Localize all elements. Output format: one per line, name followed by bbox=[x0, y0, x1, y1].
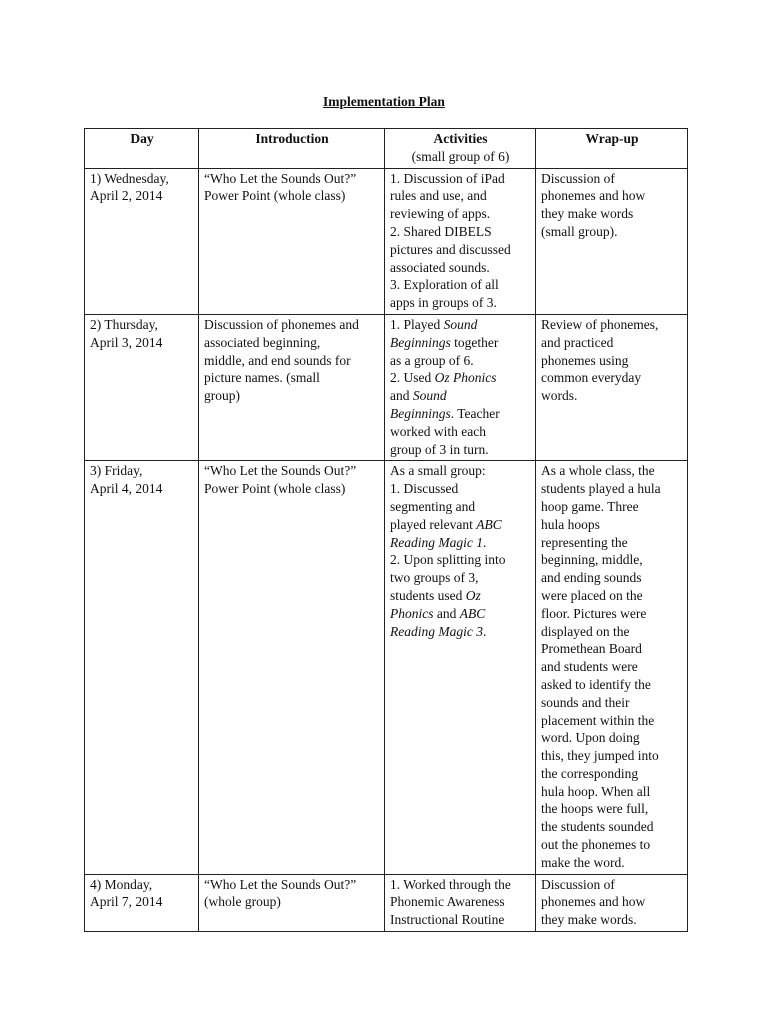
wrapup-cell-line: beginning, middle, bbox=[541, 552, 643, 568]
wrapup-cell-line: the students sounded bbox=[541, 819, 654, 835]
page-title: Implementation Plan bbox=[323, 94, 445, 109]
wrapup-cell-line: sounds and their bbox=[541, 694, 630, 710]
activity-text: 3. Exploration of all bbox=[390, 277, 499, 293]
introduction-cell-line: “Who Let the Sounds Out?” bbox=[204, 876, 357, 892]
activity-text: reviewing of apps. bbox=[390, 206, 491, 222]
app-title-text: Sound bbox=[443, 316, 478, 332]
wrapup-cell-line: asked to identify the bbox=[541, 676, 651, 692]
header-introduction: Introduction bbox=[199, 129, 385, 169]
wrapup-cell-line: floor. Pictures were bbox=[541, 605, 647, 621]
wrapup-cell-line: out the phonemes to bbox=[541, 837, 651, 853]
day-cell bbox=[85, 461, 199, 874]
introduction-cell-line: group) bbox=[204, 388, 240, 404]
activities-cell-line bbox=[390, 276, 531, 294]
introduction-cell-line: “Who Let the Sounds Out?” bbox=[204, 463, 357, 479]
wrapup-cell-line: they make words bbox=[541, 206, 634, 222]
activities-cell-line bbox=[390, 876, 531, 894]
introduction-cell-line: Discussion of phonemes and bbox=[204, 316, 359, 332]
activities-cell-line bbox=[390, 259, 531, 277]
introduction-cell bbox=[199, 314, 385, 460]
activity-text: . Teacher bbox=[450, 405, 500, 421]
day-cell-line: 3) Friday, bbox=[90, 463, 143, 479]
wrapup-cell-line: common everyday bbox=[541, 370, 642, 386]
header-activities bbox=[385, 129, 536, 169]
activities-cell-line bbox=[390, 893, 531, 911]
app-title-text: Beginnings bbox=[390, 334, 451, 350]
wrapup-cell-line: word. Upon doing bbox=[541, 730, 640, 746]
wrapup-cell-line: placement within the bbox=[541, 712, 655, 728]
wrapup-cell-line: students played a hula bbox=[541, 481, 661, 497]
wrapup-cell-line: phonemes and how bbox=[541, 188, 646, 204]
introduction-cell-line: “Who Let the Sounds Out?” bbox=[204, 170, 357, 186]
activities-cell-line bbox=[390, 369, 531, 387]
wrapup-cell-line: (small group). bbox=[541, 223, 618, 239]
wrapup-cell-line: As a whole class, the bbox=[541, 463, 655, 479]
wrapup-cell-line: and practiced bbox=[541, 334, 614, 350]
activity-text: two groups of 3, bbox=[390, 570, 479, 586]
activity-text: group of 3 in turn. bbox=[390, 441, 489, 457]
activities-cell-line bbox=[390, 352, 531, 370]
header-activities-label: Activities bbox=[433, 131, 488, 146]
wrapup-cell-line: Review of phonemes, bbox=[541, 316, 659, 332]
activity-text: 1. Played bbox=[390, 316, 444, 332]
activities-cell-line bbox=[390, 534, 531, 552]
wrapup-cell bbox=[536, 314, 688, 460]
wrapup-cell-line: the hoops were full, bbox=[541, 801, 649, 817]
introduction-cell-line: middle, and end sounds for bbox=[204, 352, 351, 368]
activity-text: played relevant bbox=[390, 516, 477, 532]
activity-text: together bbox=[450, 334, 499, 350]
day-cell-line: 2) Thursday, bbox=[90, 316, 158, 332]
wrapup-cell-line: and ending sounds bbox=[541, 570, 642, 586]
activity-text: 1. Worked through the bbox=[390, 876, 511, 892]
activity-text: 2. Shared DIBELS bbox=[390, 223, 492, 239]
wrapup-cell-line: make the word. bbox=[541, 854, 625, 870]
wrapup-cell-line: this, they jumped into bbox=[541, 748, 659, 764]
activities-cell-line bbox=[390, 911, 531, 929]
wrapup-cell-line: representing the bbox=[541, 534, 628, 550]
activities-cell-line bbox=[390, 551, 531, 569]
day-cell bbox=[85, 314, 199, 460]
activities-cell bbox=[385, 168, 536, 314]
activity-text: . bbox=[482, 534, 487, 550]
activity-text: . bbox=[482, 623, 487, 639]
activities-cell-line bbox=[390, 334, 531, 352]
activity-text: students used bbox=[390, 587, 466, 603]
wrapup-cell-line: hula hoops bbox=[541, 516, 600, 532]
wrapup-cell bbox=[536, 168, 688, 314]
wrapup-cell-line: hoop game. Three bbox=[541, 498, 639, 514]
activity-text: apps in groups of 3. bbox=[390, 295, 497, 311]
day-cell-line: 1) Wednesday, bbox=[90, 170, 169, 186]
introduction-cell-line: associated beginning, bbox=[204, 334, 321, 350]
activities-cell-line bbox=[390, 462, 531, 480]
wrapup-cell-line: Promethean Board bbox=[541, 641, 642, 657]
activity-text: pictures and discussed bbox=[390, 241, 511, 257]
activities-cell-line bbox=[390, 480, 531, 498]
table-row bbox=[85, 168, 688, 314]
activity-text: rules and use, and bbox=[390, 188, 487, 204]
table-row bbox=[85, 461, 688, 874]
wrapup-cell-line: words. bbox=[541, 388, 578, 404]
introduction-cell-line: (whole group) bbox=[204, 894, 281, 910]
app-title-text: Oz bbox=[465, 587, 481, 603]
activities-cell-line bbox=[390, 569, 531, 587]
activity-text: associated sounds. bbox=[390, 259, 490, 275]
activities-cell-line bbox=[390, 205, 531, 223]
activity-text: Phonemic Awareness bbox=[390, 894, 505, 910]
activities-cell bbox=[385, 461, 536, 874]
table-row bbox=[85, 314, 688, 460]
wrapup-cell-line: the corresponding bbox=[541, 765, 639, 781]
activities-cell bbox=[385, 314, 536, 460]
activity-text: 1. Discussion of iPad bbox=[390, 170, 505, 186]
wrapup-cell-line: phonemes and how bbox=[541, 894, 646, 910]
activities-cell-line bbox=[390, 387, 531, 405]
table-header-row bbox=[85, 129, 688, 169]
activity-text: 2. Upon splitting into bbox=[390, 552, 506, 568]
introduction-cell bbox=[199, 874, 385, 931]
introduction-cell-line: Power Point (whole class) bbox=[204, 188, 346, 204]
introduction-cell-line: Power Point (whole class) bbox=[204, 481, 346, 497]
activities-cell-line bbox=[390, 441, 531, 459]
implementation-plan-table bbox=[84, 128, 688, 932]
app-title-text: Sound bbox=[412, 388, 447, 404]
wrapup-cell-line: and students were bbox=[541, 659, 638, 675]
activities-cell-line bbox=[390, 516, 531, 534]
activity-text: As a small group: bbox=[390, 463, 486, 479]
introduction-cell bbox=[199, 168, 385, 314]
activities-cell-line bbox=[390, 605, 531, 623]
app-title-text: Phonics bbox=[390, 605, 434, 621]
activities-cell-line bbox=[390, 241, 531, 259]
activity-text: 2. Used bbox=[390, 370, 435, 386]
activity-text: worked with each bbox=[390, 423, 486, 439]
wrapup-cell bbox=[536, 874, 688, 931]
app-title-text: ABC bbox=[459, 605, 486, 621]
day-cell-line: 4) Monday, bbox=[90, 876, 153, 892]
app-title-text: Reading Magic 3 bbox=[390, 623, 483, 639]
introduction-cell bbox=[199, 461, 385, 874]
app-title-text: Reading Magic 1 bbox=[390, 534, 483, 550]
activities-cell bbox=[385, 874, 536, 931]
day-cell bbox=[85, 168, 199, 314]
activity-text: as a group of 6. bbox=[390, 352, 474, 368]
wrapup-cell-line: Discussion of bbox=[541, 170, 615, 186]
activities-cell-line bbox=[390, 423, 531, 441]
header-wrapup: Wrap-up bbox=[536, 129, 688, 169]
wrapup-cell-line: phonemes using bbox=[541, 352, 629, 368]
activities-cell-line bbox=[390, 498, 531, 516]
wrapup-cell-line: displayed on the bbox=[541, 623, 630, 639]
wrapup-cell-line: Discussion of bbox=[541, 876, 615, 892]
activity-text: and bbox=[433, 605, 460, 621]
app-title-text: Oz Phonics bbox=[434, 370, 497, 386]
day-cell-line: April 7, 2014 bbox=[90, 894, 163, 910]
activities-cell-line bbox=[390, 316, 531, 334]
wrapup-cell-line: hula hoop. When all bbox=[541, 783, 651, 799]
table-row bbox=[85, 874, 688, 931]
activities-cell-line bbox=[390, 187, 531, 205]
activity-text: segmenting and bbox=[390, 498, 476, 514]
activity-text: and bbox=[390, 388, 413, 404]
header-activities-subtitle: (small group of 6) bbox=[411, 148, 510, 164]
day-cell-line: April 4, 2014 bbox=[90, 481, 163, 497]
activity-text: 1. Discussed bbox=[390, 481, 459, 497]
activities-cell-line bbox=[390, 170, 531, 188]
introduction-cell-line: picture names. (small bbox=[204, 370, 320, 386]
activities-cell-line bbox=[390, 623, 531, 641]
day-cell-line: April 2, 2014 bbox=[90, 188, 163, 204]
app-title-text: ABC bbox=[476, 516, 502, 532]
activities-cell-line bbox=[390, 587, 531, 605]
activities-cell-line bbox=[390, 294, 531, 312]
activity-text: Instructional Routine bbox=[390, 912, 505, 928]
activities-cell-line bbox=[390, 223, 531, 241]
day-cell-line: April 3, 2014 bbox=[90, 334, 163, 350]
activities-cell-line bbox=[390, 405, 531, 423]
wrapup-cell bbox=[536, 461, 688, 874]
day-cell bbox=[85, 874, 199, 931]
app-title-text: Beginnings bbox=[390, 405, 451, 421]
wrapup-cell-line: were placed on the bbox=[541, 587, 643, 603]
header-day: Day bbox=[85, 129, 199, 169]
wrapup-cell-line: they make words. bbox=[541, 912, 637, 928]
